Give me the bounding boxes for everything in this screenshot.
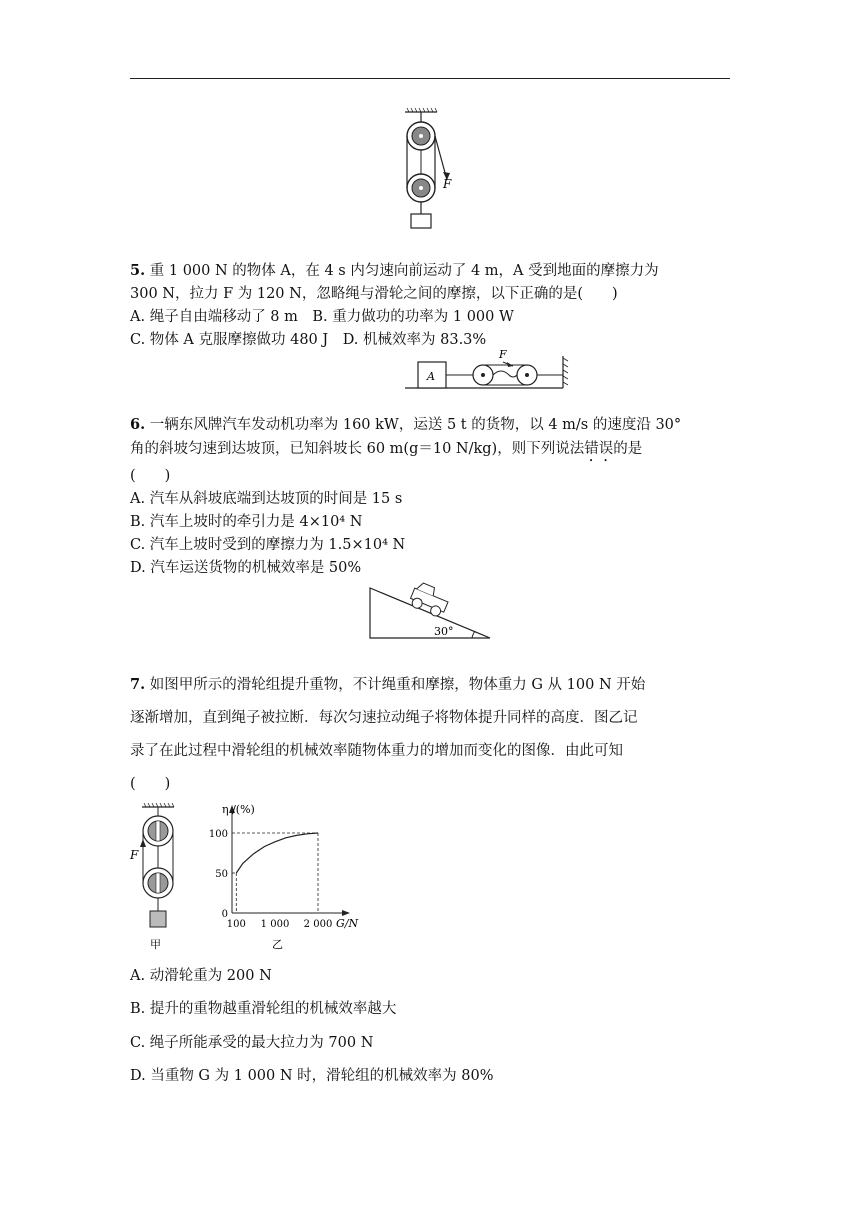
q6-stem-emphasis: 错误 — [584, 441, 614, 457]
q6-stem-line1 — [130, 415, 681, 435]
q7-stem-text1: 如图甲所示的滑轮组提升重物，不计绳重和摩擦，物体重力 G 从 100 N 开始 — [149, 677, 646, 693]
q7-option-c: C. 绳子所能承受的最大拉力为 700 N — [130, 1035, 374, 1051]
chart-y-tick-label: 50 — [215, 869, 228, 880]
fig-q6-angle: 30° — [434, 625, 454, 638]
figure-q7-efficiency-chart — [200, 803, 370, 953]
chart-x-tick-label: 100 — [226, 919, 246, 930]
q6-stem-text2b: 的是 — [613, 441, 643, 457]
q6-option-a: A. 汽车从斜坡底端到达坡顶的时间是 15 s — [130, 491, 403, 507]
chart-xlabel: G/N — [336, 917, 359, 930]
q6-option-b: B. 汽车上坡时的牵引力是 4×10⁴ N — [130, 514, 363, 530]
q7-number: 7. — [130, 676, 146, 693]
q6-stem-text1: 一辆东风牌汽车发动机功率为 160 kW，运送 5 t 的货物，以 4 m/s 的速度沿 30° — [149, 417, 682, 433]
fig-q7-F-label: F — [130, 848, 139, 862]
fig-q5-A-label: A — [427, 370, 435, 383]
q5-options-line1: A. 绳子自由端移动了 8 m B. 重力做功的功率为 1 000 W — [130, 309, 514, 325]
q7-option-b: B. 提升的重物越重滑轮组的机械效率越大 — [130, 1001, 397, 1017]
q6-stem-line2 — [130, 439, 642, 465]
q5-stem-line1 — [130, 261, 659, 281]
fig-q7-label-jia: 甲 — [150, 938, 161, 951]
q6-option-d: D. 汽车运送货物的机械效率是 50% — [130, 560, 362, 576]
q7-option-d: D. 当重物 G 为 1 000 N 时，滑轮组的机械效率为 80% — [130, 1068, 494, 1084]
chart-series-line — [236, 833, 318, 873]
q5-stem-line2: 300 N，拉力 F 为 120 N，忽略绳与滑轮之间的摩擦，以下正确的是( ) — [130, 286, 618, 302]
q7-stem-line2: 逐渐增加，直到绳子被拉断．每次匀速拉动绳子将物体提升同样的高度．图乙记 — [130, 710, 638, 726]
q7-stem-line3: 录了在此过程中滑轮组的机械效率随物体重力的增加而变化的图像．由此可知 — [130, 743, 623, 759]
q7-stem-line1 — [130, 675, 645, 695]
q5-stem-text1: 重 1 000 N 的物体 A，在 4 s 内匀速向前运动了 4 m，A 受到地面的摩擦力为 — [149, 263, 659, 279]
q6-option-c: C. 汽车上坡时受到的摩擦力为 1.5×10⁴ N — [130, 537, 406, 553]
header-rule — [130, 78, 730, 79]
figure-q5-block-pulley — [405, 348, 570, 396]
chart-x-tick-label: 1 000 — [260, 919, 290, 930]
q6-stem-line3: ( ) — [130, 468, 171, 484]
fig-q7-label-yi: 乙 — [272, 938, 283, 951]
q5-options-line2: C. 物体 A 克服摩擦做功 480 J D. 机械效率为 83.3% — [130, 332, 487, 348]
figure-pulley-top — [395, 108, 475, 233]
q6-stem-text2a: 角的斜坡匀速到达坡顶，已知斜坡长 60 m(g＝10 N/kg)，则下列说法 — [130, 441, 585, 457]
chart-y-tick-label: 100 — [208, 829, 228, 840]
q5-number: 5. — [130, 262, 146, 279]
q7-stem-line4: ( ) — [130, 776, 171, 792]
chart-y-tick-label: 0 — [221, 909, 228, 920]
chart-ylabel: η /(%) — [222, 803, 255, 816]
fig-top-F-label: F — [443, 177, 452, 191]
chart-x-tick-label: 2 000 — [303, 919, 333, 930]
q7-option-a: A. 动滑轮重为 200 N — [130, 968, 272, 984]
q6-number: 6. — [130, 416, 146, 433]
figure-q6-slope — [368, 578, 493, 640]
fig-q5-F-label: F — [499, 348, 507, 361]
figure-q7-pulley — [128, 803, 188, 953]
